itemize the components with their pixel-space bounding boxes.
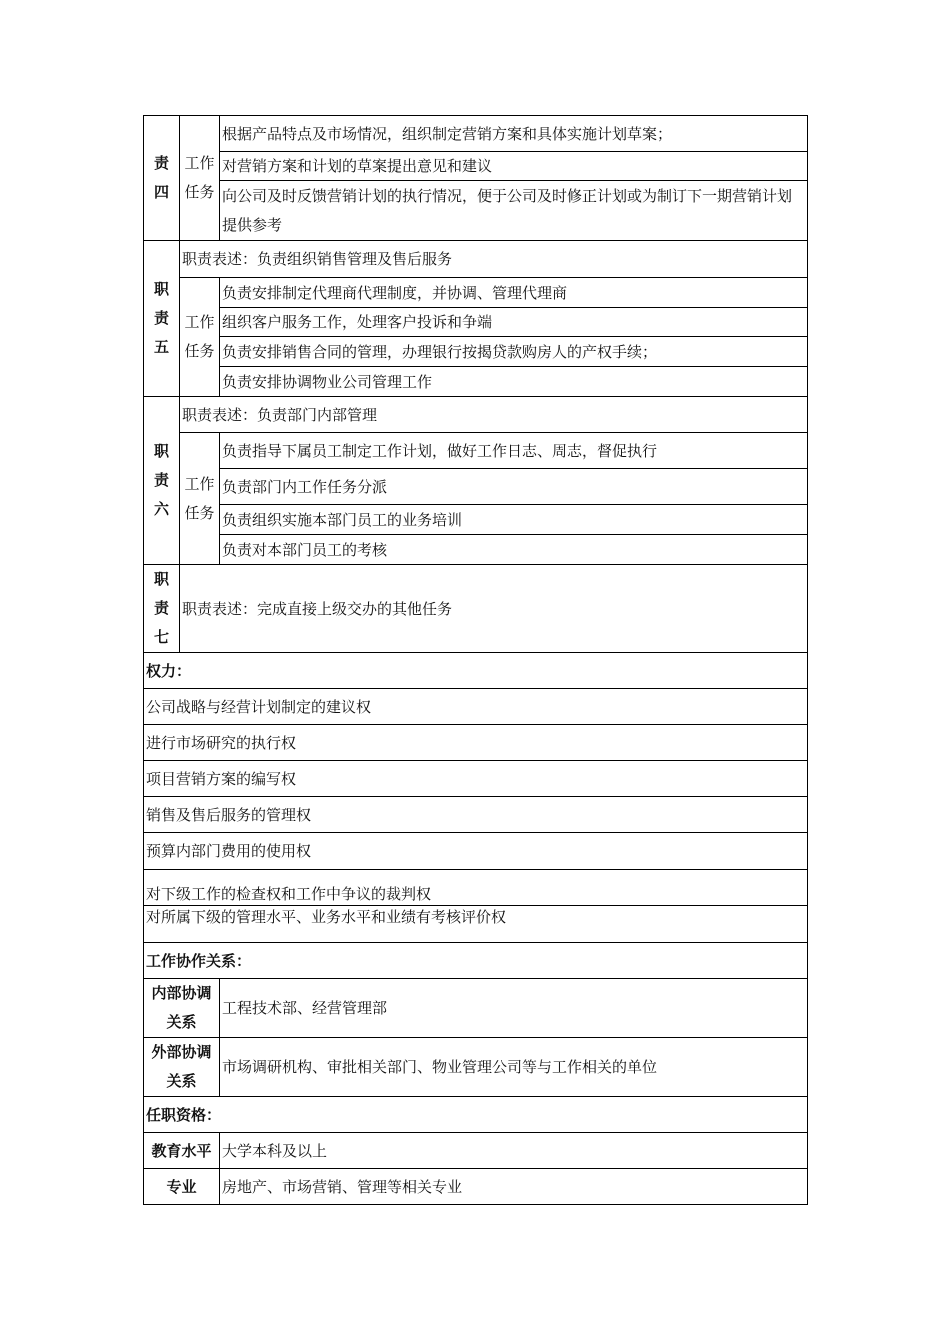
- duty5-label: 职 责 五: [144, 241, 180, 397]
- major-value: 房地产、市场营销、管理等相关专业: [220, 1169, 808, 1205]
- external-relations-value: 市场调研机构、审批相关部门、物业管理公司等与工作相关的单位: [220, 1038, 808, 1097]
- internal-relations-value: 工程技术部、经营管理部: [220, 979, 808, 1038]
- internal-relations-label: 内部协调 关系: [144, 979, 220, 1038]
- duty4-label: 责 四: [144, 116, 180, 241]
- power-item-2: 进行市场研究的执行权: [144, 725, 808, 761]
- education-value: 大学本科及以上: [220, 1133, 808, 1169]
- duty5-task-1: 负责安排制定代理商代理制度，并协调、管理代理商: [220, 278, 808, 308]
- education-label: 教育水平: [144, 1133, 220, 1169]
- duty7-statement: 职责表述：完成直接上级交办的其他任务: [180, 565, 808, 653]
- power-item-4: 销售及售后服务的管理权: [144, 797, 808, 833]
- duty6-task-2: 负责部门内工作任务分派: [220, 469, 808, 505]
- duty5-task-4: 负责安排协调物业公司管理工作: [220, 367, 808, 397]
- duty6-task-label: 工作 任务: [180, 433, 220, 565]
- power-item-1: 公司战略与经营计划制定的建议权: [144, 689, 808, 725]
- duty6-task-4: 负责对本部门员工的考核: [220, 535, 808, 565]
- external-relations-label: 外部协调 关系: [144, 1038, 220, 1097]
- job-description-table: [143, 115, 808, 1205]
- duty7-label: 职 责 七: [144, 565, 180, 653]
- duty5-task-label: 工作 任务: [180, 278, 220, 397]
- duty4-task-2: 对营销方案和计划的草案提出意见和建议: [220, 152, 808, 181]
- duty6-task-1: 负责指导下属员工制定工作计划，做好工作日志、周志，督促执行: [220, 433, 808, 469]
- qualification-heading: 任职资格：: [144, 1097, 808, 1133]
- duty5-statement: 职责表述：负责组织销售管理及售后服务: [180, 241, 808, 278]
- duty4-task-1: 根据产品特点及市场情况，组织制定营销方案和具体实施计划草案；: [220, 116, 808, 152]
- relations-heading: 工作协作关系：: [144, 943, 808, 979]
- duty6-label: 职 责 六: [144, 397, 180, 565]
- duty4-task-label: 工作 任务: [180, 116, 220, 241]
- power-item-7: 对所属下级的管理水平、业务水平和业绩有考核评价权: [144, 906, 808, 943]
- power-heading: 权力：: [144, 653, 808, 689]
- major-label: 专业: [144, 1169, 220, 1205]
- power-item-6: 对下级工作的检查权和工作中争议的裁判权: [144, 870, 808, 906]
- job-description-page: [143, 115, 807, 1205]
- duty5-task-3: 负责安排销售合同的管理，办理银行按揭贷款购房人的产权手续；: [220, 337, 808, 367]
- duty5-task-2: 组织客户服务工作，处理客户投诉和争端: [220, 308, 808, 337]
- duty6-task-3: 负责组织实施本部门员工的业务培训: [220, 505, 808, 535]
- duty4-task-3: 向公司及时反馈营销计划的执行情况，便于公司及时修正计划或为制订下一期营销计划提供参考: [220, 181, 808, 241]
- duty6-statement: 职责表述：负责部门内部管理: [180, 397, 808, 433]
- power-item-3: 项目营销方案的编写权: [144, 761, 808, 797]
- power-item-5: 预算内部门费用的使用权: [144, 833, 808, 870]
